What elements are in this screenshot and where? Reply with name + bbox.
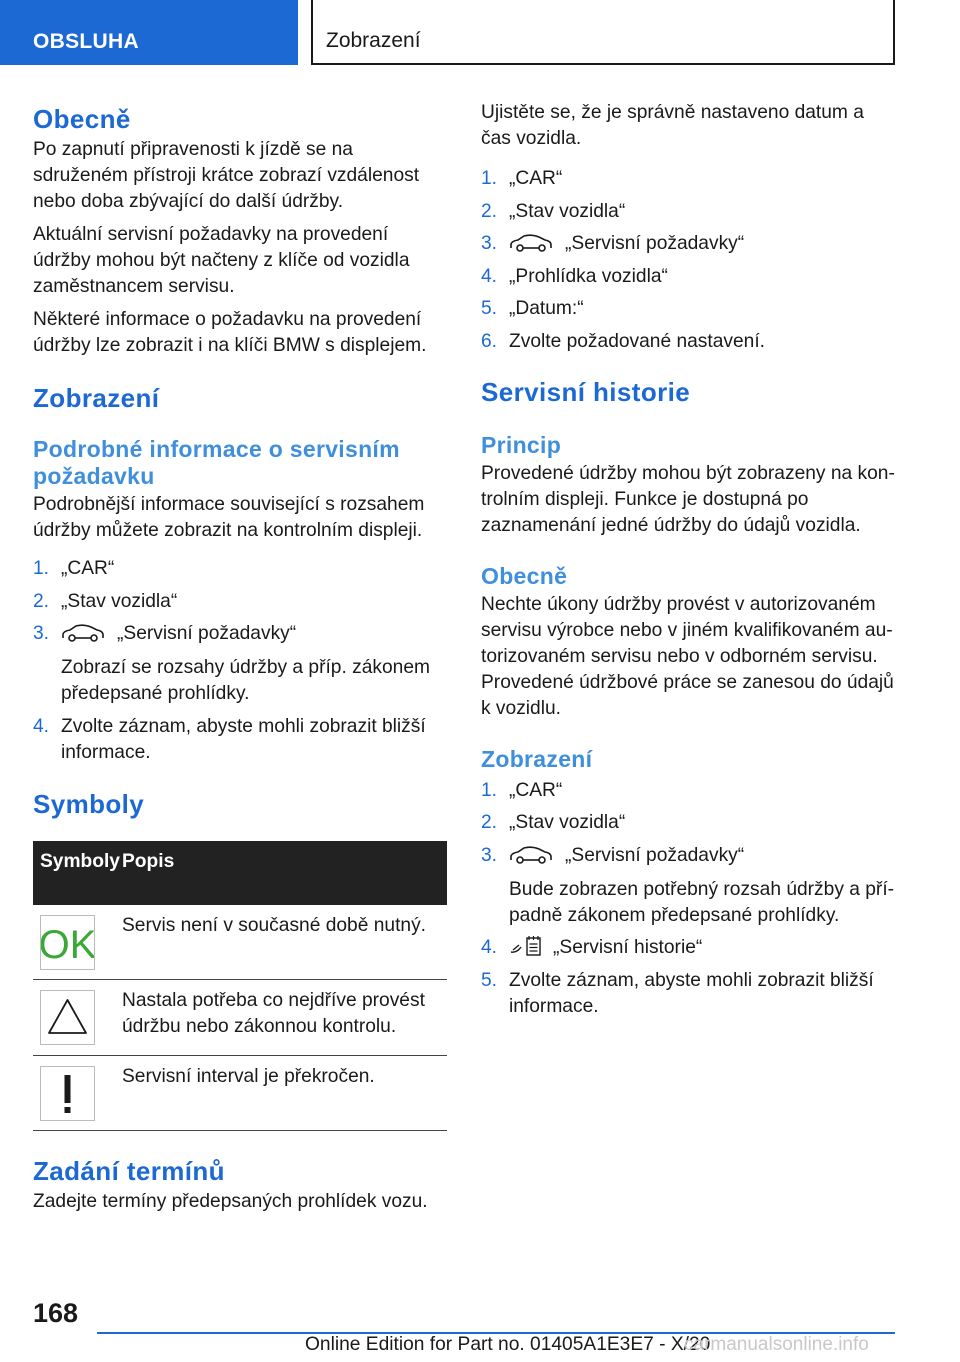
list-item: 1. „CAR“ (481, 779, 563, 801)
table-row: Servisní interval je překročen. (33, 1056, 447, 1131)
warning-triangle-icon (40, 990, 95, 1045)
symbols-table (33, 841, 447, 1131)
steps-list (33, 556, 447, 766)
paragraph: Nechte úkony údržby provést v autorizovaném servisu výrobce nebo v jiném kvalifikovaném autorizovaném servisu nebo v odborném servisu. Provedené údržbové práce se zanesou do údajů k vozidlu. (481, 593, 894, 719)
list-item: 2. „Stav vozidla“ (481, 200, 626, 222)
exclamation-icon (40, 1066, 95, 1121)
car-icon (509, 233, 553, 253)
heading-zobrazeni: Zobrazení (481, 745, 593, 772)
paragraph: Ujistěte se, že je správně nastaveno datum a čas vozidla. (481, 102, 864, 149)
ok-icon (40, 915, 95, 970)
list-item: 5. Zvolte záznam, abyste mohli zobrazit bližší informace. (481, 969, 874, 1017)
heading-symboly: Symboly (33, 788, 145, 819)
heading-obecne: Obecně (481, 562, 568, 589)
section-label: OBSLUHA (33, 30, 139, 53)
car-icon (509, 845, 553, 865)
steps-list (481, 166, 895, 355)
list-item: 3. „Servisní požadavky“ Zobrazí se rozsahy údržby a příp. zákonem předepsané prohlídky. (33, 623, 430, 704)
chapter-label: Zobrazení (326, 29, 421, 52)
paragraph: Po zapnutí připravenosti k jízdě se na sdruženém přístroji krátce zobrazí vzdálenost nebo doba zbývající do další údržby. (33, 139, 420, 212)
column-header: Popis (122, 850, 175, 872)
table-row: OK Servis není v současné době nutný. (33, 905, 447, 980)
watermark: carmanualsonline.info (684, 1334, 869, 1355)
list-item: 4. Zvolte záznam, abyste mohli zobrazit bližší informace. (33, 715, 426, 763)
svg-text:OK: OK (41, 922, 94, 967)
list-item: 3. „Servisní požadavky“ Bude zobrazen potřebný rozsah údržby a případně zákonem předepsané prohlídky. (481, 844, 895, 926)
chapter-box (311, 0, 895, 65)
table-row: Nastala potřeba co nejdříve provést údržbu nebo zákonnou kontrolu. (33, 980, 447, 1056)
table-header (33, 841, 447, 905)
paragraph: Aktuální servisní požadavky na provedení údržby mohou být načteny z klíče od vozidla zaměstnancem servisu. (33, 224, 410, 297)
left-column (33, 104, 447, 1215)
paragraph: Zadejte termíny předepsaných prohlídek vozu. (33, 1190, 428, 1212)
column-header: Symboly (40, 850, 120, 872)
list-item: 1. „CAR“ (481, 168, 563, 189)
list-item: 2. „Stav vozidla“ (33, 590, 178, 612)
list-item: 2. „Stav vozidla“ (481, 812, 626, 833)
heading-historie: Servisní historie (481, 376, 691, 407)
list-item: 1. „CAR“ (33, 558, 115, 579)
list-item: 5. „Datum:“ (481, 298, 584, 319)
list-item: 4. „Servisní historie“ (481, 937, 703, 958)
edition-text: Online Edition for Part no. 01405A1E3E7 - X/20 (305, 1334, 711, 1355)
page-number: 168 (33, 1298, 79, 1328)
paragraph: Podrobnější informace související s rozsahem údržby můžete zobrazit na kontrolním displeji. (33, 494, 425, 541)
list-item: 3. „Servisní požadavky“ (481, 233, 745, 254)
heading-zobrazeni: Zobrazení (33, 383, 160, 413)
heading-princip: Princip (481, 431, 562, 458)
heading-zadani: Zadání termínů (33, 1155, 225, 1186)
paragraph: Provedené údržby mohou být zobrazeny na kontrolním displeji. Funkce je dostupná po zaznamenání jedné údržby do údajů vozidla. (481, 462, 895, 536)
paragraph: Některé informace o požadavku na provedení údržby lze zobrazit i na klíči BMW s displejem. (33, 309, 427, 356)
steps-list (481, 778, 895, 1020)
service-history-icon (509, 935, 543, 957)
list-item: 4. „Prohlídka vozidla“ (481, 265, 668, 287)
car-icon (61, 623, 105, 643)
right-column (481, 100, 895, 1026)
heading-obecne: Obecně (33, 104, 131, 134)
section-tab[interactable] (0, 0, 298, 65)
list-item: 6. Zvolte požadované nastavení. (481, 330, 766, 352)
heading-podrobne: Podrobné informace o servisním požadavku (33, 436, 400, 489)
